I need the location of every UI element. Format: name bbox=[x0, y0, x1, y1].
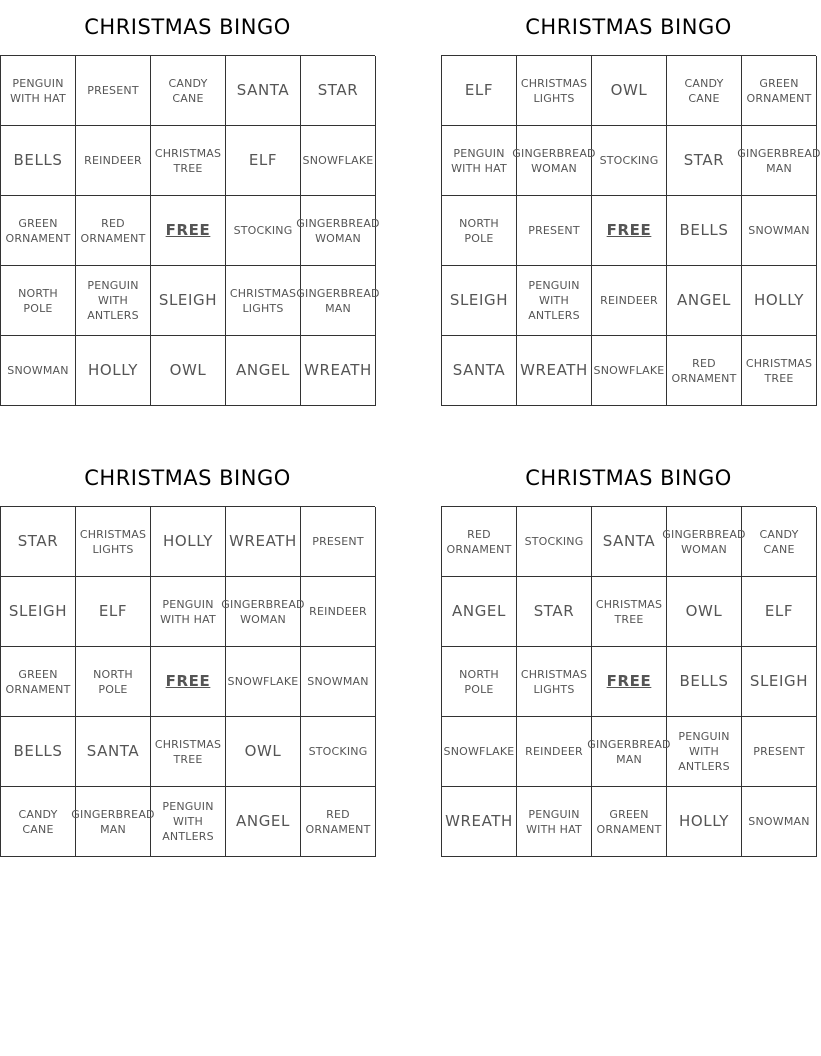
free-space-cell: FREE bbox=[592, 647, 667, 717]
bingo-cell: RED ORNAMENT bbox=[667, 336, 742, 406]
bingo-cell: NORTH POLE bbox=[442, 196, 517, 266]
bingo-cell: OWL bbox=[151, 336, 226, 406]
bingo-cell: STOCKING bbox=[226, 196, 301, 266]
card-title: CHRISTMAS BINGO bbox=[84, 15, 291, 39]
bingo-cell: PENGUIN WITH ANTLERS bbox=[76, 266, 151, 336]
bingo-cell: GREEN ORNAMENT bbox=[592, 787, 667, 857]
bingo-cell: RED ORNAMENT bbox=[301, 787, 376, 857]
bingo-cell: SANTA bbox=[592, 507, 667, 577]
bingo-cell: WREATH bbox=[301, 336, 376, 406]
bingo-cell: PENGUIN WITH HAT bbox=[1, 56, 76, 126]
bingo-cell: SANTA bbox=[76, 717, 151, 787]
bingo-cell: BELLS bbox=[1, 126, 76, 196]
bingo-grid bbox=[441, 506, 816, 857]
bingo-cell: PENGUIN WITH ANTLERS bbox=[667, 717, 742, 787]
bingo-cell: STOCKING bbox=[301, 717, 376, 787]
bingo-cell: CANDY CANE bbox=[151, 56, 226, 126]
bingo-cell: ELF bbox=[742, 577, 817, 647]
bingo-cell: SNOWFLAKE bbox=[226, 647, 301, 717]
bingo-cell: CHRISTMAS TREE bbox=[742, 336, 817, 406]
bingo-cell: GINGERBREAD MAN bbox=[742, 126, 817, 196]
bingo-card-2 bbox=[441, 10, 821, 406]
card-title: CHRISTMAS BINGO bbox=[525, 15, 732, 39]
bingo-cell: STOCKING bbox=[517, 507, 592, 577]
bingo-cell: BELLS bbox=[667, 196, 742, 266]
bingo-cell: ELF bbox=[442, 56, 517, 126]
bingo-cell: GINGERBREAD WOMAN bbox=[517, 126, 592, 196]
bingo-cell: OWL bbox=[226, 717, 301, 787]
bingo-cell: BELLS bbox=[667, 647, 742, 717]
bingo-cell: GINGERBREAD WOMAN bbox=[667, 507, 742, 577]
bingo-cell: REINDEER bbox=[517, 717, 592, 787]
bingo-cell: PENGUIN WITH HAT bbox=[442, 126, 517, 196]
bingo-cell: NORTH POLE bbox=[442, 647, 517, 717]
bingo-cell: REINDEER bbox=[301, 577, 376, 647]
bingo-cell: SNOWFLAKE bbox=[442, 717, 517, 787]
bingo-cell: ANGEL bbox=[667, 266, 742, 336]
bingo-cell: GINGERBREAD MAN bbox=[301, 266, 376, 336]
bingo-cell: SANTA bbox=[226, 56, 301, 126]
bingo-cell: GREEN ORNAMENT bbox=[1, 647, 76, 717]
card-title: CHRISTMAS BINGO bbox=[84, 466, 291, 490]
bingo-cell: CHRISTMAS LIGHTS bbox=[226, 266, 301, 336]
bingo-grid bbox=[0, 55, 380, 406]
bingo-cell: STAR bbox=[667, 126, 742, 196]
bingo-cell: CHRISTMAS LIGHTS bbox=[76, 507, 151, 577]
bingo-cell: GREEN ORNAMENT bbox=[1, 196, 76, 266]
bingo-cell: ANGEL bbox=[442, 577, 517, 647]
bingo-cell: CHRISTMAS TREE bbox=[592, 577, 667, 647]
bingo-cell: RED ORNAMENT bbox=[76, 196, 151, 266]
bingo-cell: STOCKING bbox=[592, 126, 667, 196]
bingo-cell: CHRISTMAS TREE bbox=[151, 126, 226, 196]
bingo-cell: GINGERBREAD WOMAN bbox=[301, 196, 376, 266]
bingo-cell: CANDY CANE bbox=[1, 787, 76, 857]
bingo-cell: SNOWMAN bbox=[742, 787, 817, 857]
free-space-cell: FREE bbox=[151, 647, 226, 717]
bingo-cell: PRESENT bbox=[517, 196, 592, 266]
bingo-cell: SLEIGH bbox=[151, 266, 226, 336]
bingo-grid bbox=[441, 55, 821, 406]
bingo-cell: REINDEER bbox=[592, 266, 667, 336]
bingo-cell: CHRISTMAS TREE bbox=[151, 717, 226, 787]
bingo-cell: REINDEER bbox=[76, 126, 151, 196]
bingo-cell: STAR bbox=[1, 507, 76, 577]
bingo-cell: CHRISTMAS LIGHTS bbox=[517, 647, 592, 717]
bingo-cell: PRESENT bbox=[301, 507, 376, 577]
bingo-cell: OWL bbox=[592, 56, 667, 126]
bingo-card-3 bbox=[0, 461, 375, 857]
bingo-cell: WREATH bbox=[442, 787, 517, 857]
bingo-cell: BELLS bbox=[1, 717, 76, 787]
bingo-cell: STAR bbox=[517, 577, 592, 647]
bingo-cell: PENGUIN WITH HAT bbox=[517, 787, 592, 857]
bingo-cell: SNOWMAN bbox=[742, 196, 817, 266]
bingo-cell: GREEN ORNAMENT bbox=[742, 56, 817, 126]
bingo-cell: RED ORNAMENT bbox=[442, 507, 517, 577]
bingo-cell: PENGUIN WITH ANTLERS bbox=[151, 787, 226, 857]
bingo-cell: PRESENT bbox=[76, 56, 151, 126]
bingo-cell: GINGERBREAD MAN bbox=[592, 717, 667, 787]
bingo-cell: GINGERBREAD WOMAN bbox=[226, 577, 301, 647]
bingo-cell: ELF bbox=[226, 126, 301, 196]
free-space-cell: FREE bbox=[592, 196, 667, 266]
bingo-cell: NORTH POLE bbox=[76, 647, 151, 717]
bingo-cell: PENGUIN WITH ANTLERS bbox=[517, 266, 592, 336]
bingo-cell: HOLLY bbox=[667, 787, 742, 857]
card-title: CHRISTMAS BINGO bbox=[525, 466, 732, 490]
bingo-cell: NORTH POLE bbox=[1, 266, 76, 336]
bingo-cell: ANGEL bbox=[226, 336, 301, 406]
bingo-cell: HOLLY bbox=[742, 266, 817, 336]
bingo-cell: HOLLY bbox=[76, 336, 151, 406]
bingo-cell: SLEIGH bbox=[1, 577, 76, 647]
bingo-cell: HOLLY bbox=[151, 507, 226, 577]
bingo-cell: WREATH bbox=[517, 336, 592, 406]
bingo-grid bbox=[0, 506, 375, 857]
bingo-cell: GINGERBREAD MAN bbox=[76, 787, 151, 857]
bingo-card-1 bbox=[0, 10, 380, 406]
bingo-cell: WREATH bbox=[226, 507, 301, 577]
bingo-card-4 bbox=[441, 461, 816, 857]
bingo-cell: SANTA bbox=[442, 336, 517, 406]
bingo-cell: SLEIGH bbox=[742, 647, 817, 717]
bingo-cell: CHRISTMAS LIGHTS bbox=[517, 56, 592, 126]
bingo-cell: CANDY CANE bbox=[667, 56, 742, 126]
bingo-cell: SNOWMAN bbox=[301, 647, 376, 717]
bingo-cell: ANGEL bbox=[226, 787, 301, 857]
bingo-cell: ELF bbox=[76, 577, 151, 647]
bingo-cell: PENGUIN WITH HAT bbox=[151, 577, 226, 647]
bingo-cell: SNOWMAN bbox=[1, 336, 76, 406]
bingo-cell: CANDY CANE bbox=[742, 507, 817, 577]
bingo-cell: STAR bbox=[301, 56, 376, 126]
bingo-cell: SNOWFLAKE bbox=[592, 336, 667, 406]
bingo-cell: PRESENT bbox=[742, 717, 817, 787]
free-space-cell: FREE bbox=[151, 196, 226, 266]
bingo-cell: SNOWFLAKE bbox=[301, 126, 376, 196]
bingo-cell: OWL bbox=[667, 577, 742, 647]
bingo-cell: SLEIGH bbox=[442, 266, 517, 336]
